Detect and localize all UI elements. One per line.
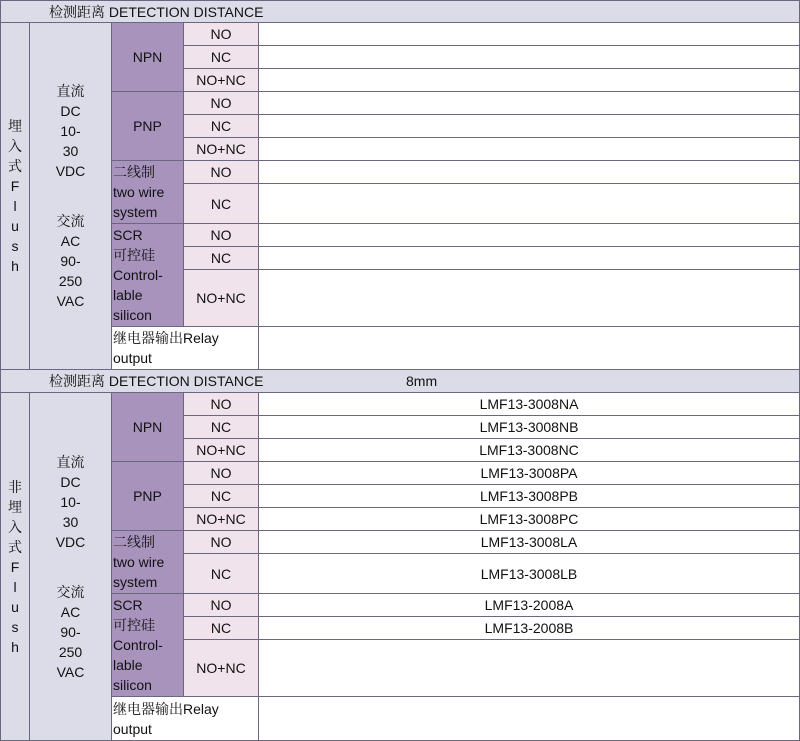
model-cell — [258, 183, 800, 224]
model-cell — [258, 269, 800, 327]
supply-voltage-cell — [29, 22, 112, 370]
supply-line: 10- — [60, 493, 81, 510]
mount-type-cell — [0, 392, 30, 741]
model-cell — [258, 392, 800, 416]
supply-line: DC — [60, 103, 81, 119]
output-nc — [183, 114, 259, 138]
model-cell — [258, 438, 800, 462]
output-no — [183, 160, 259, 184]
relay-output-cell — [111, 326, 259, 370]
supply-line: 直流 — [56, 453, 85, 470]
supply-line: DC — [60, 473, 81, 490]
output-label: NC — [210, 118, 232, 134]
mount-char: h — [11, 638, 19, 655]
output-label: NC — [210, 565, 232, 582]
model-cell — [258, 593, 800, 617]
output-nc — [183, 553, 259, 594]
supply-line: 10- — [60, 123, 81, 139]
npn-type-cell — [111, 22, 184, 92]
output-no — [183, 461, 259, 485]
output-nc — [183, 484, 259, 508]
model-cell — [258, 639, 800, 697]
two-wire-type-cell — [111, 160, 184, 224]
model-cell — [258, 68, 800, 92]
two-wire-line: two wire — [113, 184, 165, 200]
mount-char: s — [11, 618, 19, 635]
scr-line: silicon — [113, 307, 152, 323]
dc-supply — [56, 452, 86, 552]
output-label: NO+NC — [196, 290, 246, 306]
mount-char: 式 — [8, 158, 22, 174]
output-label: NO+NC — [196, 660, 246, 676]
mount-char: u — [11, 218, 19, 234]
mount-char: s — [11, 238, 19, 254]
model-number: LMF13-2008A — [484, 597, 574, 613]
output-label: NO — [210, 534, 232, 550]
scr-line: silicon — [113, 677, 152, 693]
detection-distance-label: 检测距离 DETECTION DISTANCE — [49, 3, 264, 20]
output-no-nc — [183, 68, 259, 92]
pnp-type-cell — [111, 91, 184, 161]
model-number: LMF13-3008NC — [479, 442, 579, 458]
detection-distance-value: 8mm — [406, 373, 438, 389]
scr-line: SCR — [113, 597, 143, 613]
output-label: NO — [210, 597, 232, 613]
output-label: NO+NC — [196, 72, 246, 88]
supply-line: 30 — [62, 143, 79, 159]
model-cell — [258, 246, 800, 270]
detection-distance-header — [0, 369, 800, 393]
two-wire-line: 二线制 — [113, 534, 155, 550]
mount-char: l — [13, 198, 17, 214]
scr-line: 可控硅 — [113, 617, 155, 633]
relay-line: output — [113, 350, 152, 366]
mount-char: h — [11, 258, 19, 274]
dc-supply — [56, 81, 86, 181]
two-wire-line: two wire — [113, 554, 165, 570]
model-cell — [258, 45, 800, 69]
output-label: NC — [210, 620, 232, 636]
npn-label: NPN — [132, 49, 163, 65]
output-no — [183, 22, 259, 46]
output-no — [183, 392, 259, 416]
supply-line: 250 — [58, 643, 83, 660]
scr-type-cell — [111, 223, 184, 327]
model-cell — [258, 326, 800, 370]
model-number: LMF13-3008PA — [480, 465, 578, 481]
supply-line: VDC — [55, 533, 86, 550]
output-no — [183, 530, 259, 554]
scr-line: 可控硅 — [113, 247, 155, 263]
supply-line: VAC — [56, 663, 85, 680]
detection-distance-label: 检测距离 DETECTION DISTANCE — [49, 373, 264, 389]
pnp-label: PNP — [133, 488, 162, 504]
output-label: NC — [210, 49, 232, 65]
model-number: LMF13-3008PB — [479, 488, 579, 504]
output-label: NO — [210, 227, 232, 243]
model-cell — [258, 137, 800, 161]
model-cell — [258, 114, 800, 138]
supply-line: VDC — [55, 163, 86, 179]
output-nc — [183, 616, 259, 640]
output-label: NC — [210, 488, 232, 504]
two-wire-type-cell — [111, 530, 184, 594]
mount-char: u — [11, 598, 19, 615]
mount-char: l — [13, 578, 17, 595]
model-number: LMF13-2008B — [484, 620, 574, 636]
mount-char: 埋 — [8, 498, 22, 515]
supply-line: VAC — [56, 293, 85, 309]
two-wire-line: 二线制 — [113, 164, 155, 180]
model-number: LMF13-3008NA — [479, 396, 579, 412]
output-no-nc — [183, 438, 259, 462]
model-cell — [258, 461, 800, 485]
scr-line: Control- — [113, 637, 163, 653]
supply-line: 90- — [60, 623, 81, 640]
supply-line: 交流 — [56, 213, 85, 229]
mount-char: 入 — [8, 518, 22, 535]
output-label: NC — [210, 195, 232, 212]
output-no-nc — [183, 639, 259, 697]
model-number: LMF13-3008NB — [479, 419, 579, 435]
output-label: NO — [210, 95, 232, 111]
output-no-nc — [183, 269, 259, 327]
output-label: NO — [210, 396, 232, 412]
supply-line: 250 — [58, 273, 83, 289]
ac-supply — [57, 211, 85, 311]
output-no-nc — [183, 507, 259, 531]
output-no — [183, 223, 259, 247]
output-nc — [183, 45, 259, 69]
model-cell — [258, 696, 800, 741]
model-cell — [258, 616, 800, 640]
mount-type-cell — [0, 22, 30, 370]
model-number: LMF13-3008LA — [480, 534, 578, 550]
model-cell — [258, 484, 800, 508]
model-number: LMF13-3008PC — [479, 511, 579, 527]
mount-char: F — [10, 558, 20, 575]
model-number: LMF13-3008LB — [480, 565, 578, 582]
scr-line: SCR — [113, 227, 143, 243]
npn-label: NPN — [132, 419, 163, 435]
output-nc — [183, 415, 259, 439]
output-label: NO+NC — [196, 141, 246, 157]
relay-line: output — [113, 720, 152, 737]
detection-distance-header — [0, 0, 800, 23]
supply-voltage-cell — [29, 392, 112, 741]
supply-line: AC — [60, 233, 81, 249]
model-cell — [258, 530, 800, 554]
two-wire-line: system — [113, 574, 158, 590]
model-cell — [258, 223, 800, 247]
output-no — [183, 593, 259, 617]
output-no-nc — [183, 137, 259, 161]
output-label: NO+NC — [196, 511, 246, 527]
model-cell — [258, 91, 800, 115]
pnp-label: PNP — [133, 118, 162, 134]
supply-line: 直流 — [56, 83, 85, 99]
mount-char: 埋 — [8, 118, 22, 134]
scr-type-cell — [111, 593, 184, 697]
supply-line: 30 — [62, 513, 79, 530]
mount-char: F — [10, 178, 20, 194]
supply-line: AC — [60, 603, 81, 620]
two-wire-line: system — [113, 204, 158, 220]
supply-line: 90- — [60, 253, 81, 269]
relay-line: 继电器输出Relay — [113, 700, 219, 717]
output-nc — [183, 183, 259, 224]
scr-line: lable — [113, 287, 143, 303]
pnp-type-cell — [111, 461, 184, 531]
model-cell — [258, 160, 800, 184]
mount-char: 入 — [8, 138, 22, 154]
model-cell — [258, 415, 800, 439]
npn-type-cell — [111, 392, 184, 462]
output-label: NO+NC — [196, 442, 246, 458]
output-label: NO — [210, 164, 232, 180]
output-label: NO — [210, 465, 232, 481]
supply-line: 交流 — [56, 583, 85, 600]
output-label: NO — [210, 26, 232, 42]
mount-char: 非 — [8, 478, 22, 495]
relay-line: 继电器输出Relay — [113, 330, 219, 346]
relay-output-cell — [111, 696, 259, 741]
output-no — [183, 91, 259, 115]
output-nc — [183, 246, 259, 270]
scr-line: Control- — [113, 267, 163, 283]
output-label: NC — [210, 419, 232, 435]
scr-line: lable — [113, 657, 143, 673]
model-cell — [258, 507, 800, 531]
model-cell — [258, 553, 800, 594]
model-cell — [258, 22, 800, 46]
mount-char: 式 — [8, 538, 22, 555]
ac-supply — [57, 582, 85, 682]
output-label: NC — [210, 250, 232, 266]
